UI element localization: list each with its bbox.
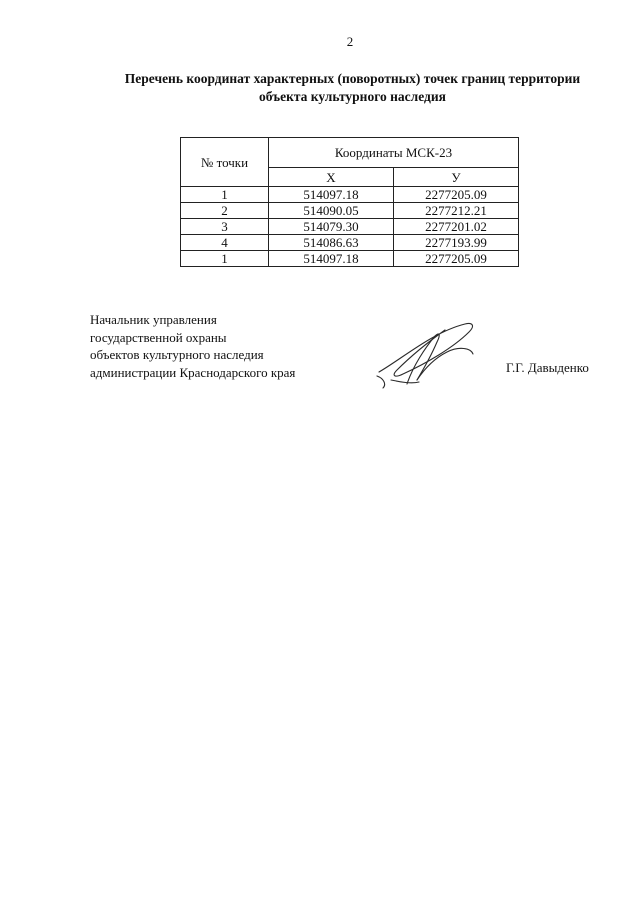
header-coordinates: Координаты МСК-23 <box>269 138 519 168</box>
header-y: У <box>394 168 519 187</box>
x-coordinate-cell: 514097.18 <box>269 251 394 267</box>
x-coordinate-cell: 514090.05 <box>269 203 394 219</box>
table-row <box>181 203 519 219</box>
x-coordinate-cell: 514086.63 <box>269 235 394 251</box>
y-coordinate-cell: 2277201.02 <box>394 219 519 235</box>
y-coordinate-cell: 2277212.21 <box>394 203 519 219</box>
point-number-cell: 1 <box>181 251 269 267</box>
y-coordinate-cell: 2277205.09 <box>394 251 519 267</box>
table-header-row <box>181 138 519 168</box>
table-row <box>181 235 519 251</box>
page-number: 2 <box>346 34 354 49</box>
table-row <box>181 251 519 267</box>
header-x: Х <box>269 168 394 187</box>
header-point-number: № точки <box>181 138 269 187</box>
coordinates-table <box>180 137 519 267</box>
point-number-cell: 4 <box>181 235 269 251</box>
document-title <box>80 70 625 106</box>
table-row <box>181 219 519 235</box>
signatory-position <box>90 311 295 381</box>
point-number-cell: 2 <box>181 203 269 219</box>
point-number-cell: 1 <box>181 187 269 203</box>
signatory-line-4: администрации Краснодарского края <box>90 364 296 380</box>
signer-name: Г.Г. Давыденко <box>506 360 589 375</box>
signatory-line-3: объектов культурного наследия <box>90 347 264 362</box>
point-number-cell: 3 <box>181 219 269 235</box>
signatory-line-1: Начальник управления <box>90 312 217 327</box>
document-title-line-1: Перечень координат характерных (поворотных) точек границ территории <box>124 71 581 86</box>
x-coordinate-cell: 514097.18 <box>269 187 394 203</box>
table-row <box>181 187 519 203</box>
document-title-line-2: объекта культурного наследия <box>259 89 446 104</box>
y-coordinate-cell: 2277205.09 <box>394 187 519 203</box>
x-coordinate-cell: 514079.30 <box>269 219 394 235</box>
y-coordinate-cell: 2277193.99 <box>394 235 519 251</box>
handwritten-signature <box>373 318 478 390</box>
signatory-line-2: государственной охраны <box>90 329 227 345</box>
